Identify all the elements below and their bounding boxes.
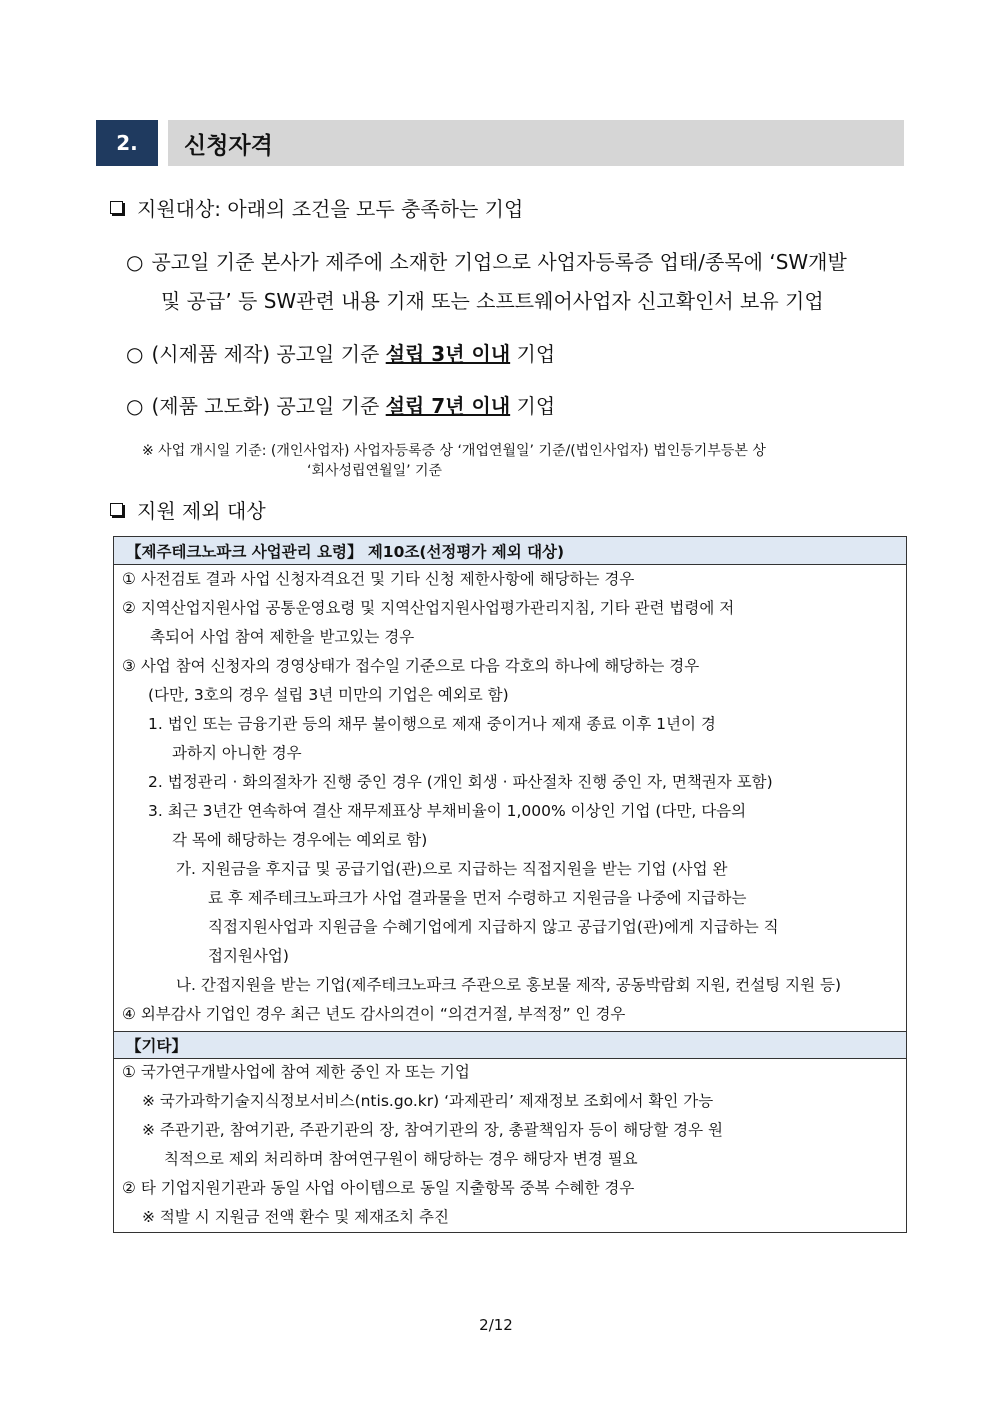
table-line: ① 사전검토 결과 사업 신청자격요건 및 기타 신청 제한사항에 해당하는 경우 [122, 570, 635, 588]
eligibility-item-2: ○ (시제품 제작) 공고일 기준 설립 3년 이내 기업 [126, 342, 556, 366]
table-line: 료 후 제주테크노파크가 사업 결과물을 먼저 수령하고 지원금을 나중에 지급하는 [208, 889, 747, 907]
eligibility-item-3: ○ (제품 고도화) 공고일 기준 설립 7년 이내 기업 [126, 394, 556, 418]
page-number: 2/12 [479, 1316, 513, 1334]
exclusion-table [113, 536, 907, 1233]
eligibility-item-1-line-2: 및 공급’ 등 SW관련 내용 기재 또는 소프트웨어사업자 신고확인서 보유 기업 [161, 289, 824, 313]
table-line: ③ 사업 참여 신청자의 경영상태가 접수일 기준으로 다음 각호의 하나에 해당하는 경우 [122, 657, 700, 675]
table-line: 접지원사업) [208, 947, 289, 965]
table-line: 2. 법정관리 · 화의절차가 진행 중인 경우 (개인 회생 · 파산절차 진행 중인 자, 면책권자 포함) [148, 773, 773, 791]
table-line: 칙적으로 제외 처리하며 참여연구원이 해당하는 경우 해당자 변경 필요 [164, 1150, 638, 1168]
note-line-1: ※ 사업 개시일 기준: (개인사업자) 사업자등록증 상 ‘개업연월일’ 기준/(법인사업자) 법인등기부등본 상 [142, 443, 766, 459]
table-line: 각 목에 해당하는 경우에는 예외로 함) [172, 831, 428, 849]
circle-bullet-icon: ○ [126, 250, 144, 274]
table-header-etc: 【기타】 [114, 1031, 906, 1059]
table-line: 1. 법인 또는 금융기관 등의 채무 불이행으로 제재 중이거나 제재 종료 이후 1년이 경 [148, 715, 716, 733]
section-title: 신청자격 [168, 120, 904, 166]
table-line: 3. 최근 3년간 연속하여 결산 재무제표상 부채비율이 1,000% 이상인 기업 (다만, 다음의 [148, 802, 747, 820]
eligibility-item-1-line-1: ○ 공고일 기준 본사가 제주에 소재한 기업으로 사업자등록증 업태/종목에 ‘SW개발 [126, 250, 847, 274]
table-header-regulation: 【제주테크노파크 사업관리 요령】 제10조(선정평가 제외 대상) [114, 537, 906, 565]
section-number: 2. [96, 120, 158, 166]
table-line: 촉되어 사업 참여 제한을 받고있는 경우 [150, 628, 415, 646]
table-line: ※ 적발 시 지원금 전액 환수 및 제재조치 추진 [142, 1208, 449, 1226]
exclusion-heading: 지원 제외 대상 [110, 495, 266, 524]
table-line: ※ 주관기관, 참여기관, 주관기관의 장, 참여기관의 장, 총괄책임자 등이 해당할 경우 원 [142, 1121, 724, 1139]
emphasis-founded-3-years: 설립 3년 이내 [385, 342, 511, 366]
table-line: 나. 간접지원을 받는 기업(제주테크노파크 주관으로 홍보물 제작, 공동박람회 지원, 컨설팅 지원 등) [176, 976, 842, 994]
circle-bullet-icon: ○ [126, 342, 144, 366]
eligibility-heading: 지원대상: 아래의 조건을 모두 충족하는 기업 [110, 193, 523, 222]
square-bullet-icon [110, 201, 123, 214]
note-line-2: ‘회사성립연월일’ 기준 [307, 463, 443, 479]
table-line: 과하지 아니한 경우 [172, 744, 302, 762]
table-line: ② 지역산업지원사업 공통운영요령 및 지역산업지원사업평가관리지침, 기타 관련 법령에 저 [122, 599, 735, 617]
table-line: ② 타 기업지원기관과 동일 사업 아이템으로 동일 지출항목 중복 수혜한 경우 [122, 1179, 635, 1197]
square-bullet-icon [110, 503, 123, 516]
table-line: ① 국가연구개발사업에 참여 제한 중인 자 또는 기업 [122, 1063, 470, 1081]
emphasis-founded-7-years: 설립 7년 이내 [385, 394, 511, 418]
table-line: (다만, 3호의 경우 설립 3년 미만의 기업은 예외로 함) [148, 686, 509, 704]
table-line: 직접지원사업과 지원금을 수혜기업에게 지급하지 않고 공급기업(관)에게 지급하는 직 [208, 918, 779, 936]
table-line: ※ 국가과학기술지식정보서비스(ntis.go.kr) ‘과제관리’ 제재정보 조회에서 확인 가능 [142, 1092, 714, 1110]
table-line: ④ 외부감사 기업인 경우 최근 년도 감사의견이 “의견거절, 부적정” 인 경우 [122, 1005, 626, 1023]
table-line: 가. 지원금을 후지급 및 공급기업(관)으로 지급하는 직접지원을 받는 기업 (사업 완 [176, 860, 728, 878]
section-header [96, 120, 904, 166]
circle-bullet-icon: ○ [126, 394, 144, 418]
